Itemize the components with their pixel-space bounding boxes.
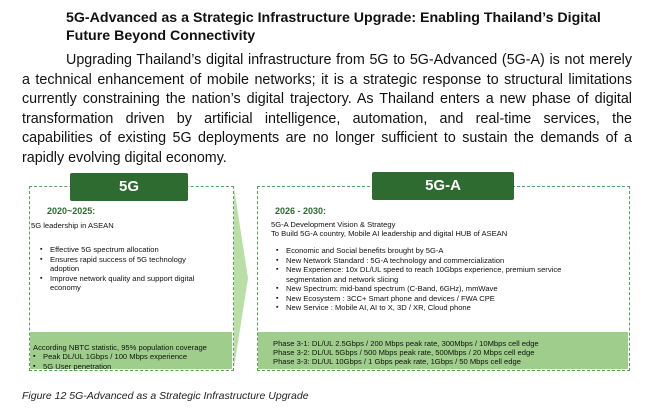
phase-3-2: Phase 3-2: DL/UL 5Gbps / 500 Mbps peak rate, 500Mbps / 20 Mbps cell edge <box>273 348 535 357</box>
subtitle-5g: 5G leadership in ASEAN <box>31 221 114 230</box>
phase-3-1: Phase 3-1: DL/UL 2.5Gbps / 200 Mbps peak rate, 300Mbps / 10Mbps cell edge <box>273 339 539 348</box>
list-item: ▪ New Service : Mobile AI, AI to X, 3D / XR, Cloud phone <box>275 303 595 313</box>
section-heading: 5G-Advanced as a Strategic Infrastructure Upgrade: Enabling Thailand’s Digital Future Beyond Connectivity <box>66 10 601 44</box>
bullet-list-5g <box>39 245 207 293</box>
years-5g-a: 2026 - 2030: <box>275 206 327 216</box>
list-item: ▪ Economic and Social benefits brought by 5G-A <box>275 246 595 256</box>
list-item: ▪ 5G User penetration <box>32 362 228 372</box>
phase-3-3: Phase 3-3: DL/UL 10Gbps / 1 Gbps peak rate, 1Gbps / 50 Mbps cell edge <box>273 357 521 366</box>
bullet-list-5g-a <box>275 246 595 313</box>
list-item: ▪ Improve network quality and support digital economy <box>39 274 207 293</box>
figure-caption: Figure 12 5G-Advanced as a Strategic Infrastructure Upgrade <box>22 390 309 402</box>
list-item: ▪ New Experience: 10x DL/UL speed to reach 10Gbps experience, premium service segmentation and network slicing <box>275 265 595 284</box>
body-paragraph: Upgrading Thailand’s digital infrastructure from 5G to 5G-Advanced (5G-A) is not merely a technical enhancement of mobile networks; it is a strategic response to structural limitations currently constraining the nation’s digital trajectory. As Thailand enters a new phase of digital transformation driven by artificial intelligence, automation, and real-time services, the capabilities of existing 5G deployments are no longer sufficient to sustain the demands of a rapidly evolving digital economy. <box>22 52 632 166</box>
list-item: ▪ Effective 5G spectrum allocation <box>39 245 207 255</box>
transition-arrow <box>234 188 248 368</box>
years-5g: 2020~2025: <box>47 206 96 216</box>
subtitle-5g-a-1: 5G-A Development Vision & Strategy <box>271 220 396 229</box>
tab-5g-a: 5G-A <box>372 172 514 200</box>
list-item: ▪ New Ecosystem : 3CC+ Smart phone and devices / FWA CPE <box>275 294 595 304</box>
list-item: ▪ Ensures rapid success of 5G technology adoption <box>39 255 207 274</box>
list-item: ▪ Peak DL/UL 1Gbps / 100 Mbps experience <box>32 352 228 362</box>
list-item: ▪ New Spectrum: mid-band spectrum (C-Band, 6GHz), mmWave <box>275 284 595 294</box>
list-item: ▪ New Network Standard : 5G-A technology and commercialization <box>275 256 595 266</box>
subtitle-5g-a-2: To Build 5G-A country, Mobile AI leadership and digital HUB of ASEAN <box>271 229 508 238</box>
footer-title-5g: According NBTC statistic, 95% population coverage <box>33 343 207 352</box>
footer-list-5g <box>32 352 228 371</box>
tab-5g: 5G <box>70 173 188 201</box>
